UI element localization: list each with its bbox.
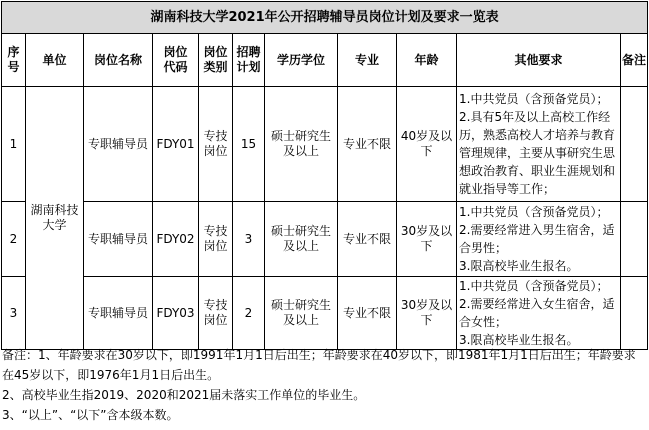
cell-degree: 硕士研究生 及以上 bbox=[265, 277, 338, 350]
cell-post-code: FDY03 bbox=[153, 277, 199, 350]
header-row bbox=[2, 34, 648, 87]
cell-post-code: FDY01 bbox=[153, 87, 199, 202]
table-row bbox=[2, 202, 648, 277]
header-post-type: 岗位 类别 bbox=[199, 34, 233, 87]
header-unit: 单位 bbox=[26, 34, 84, 87]
cell-other: 1.中共党员（含预备党员）； 2.具有5年及以上高校工作经 历，熟悉高校人才培养与教育 管理规律，主要从事研究生思 想政治教育、职业生涯规划和 就业指导等工作； bbox=[457, 87, 621, 202]
cell-remark bbox=[621, 87, 648, 202]
cell-post-type: 专技 岗位 bbox=[199, 87, 233, 202]
cell-seq: 1 bbox=[2, 87, 26, 202]
footnote-2: 2、高校毕业生指2019、2020和2021届未落实工作单位的毕业生。 bbox=[2, 388, 366, 402]
cell-age: 30岁及以下 bbox=[397, 277, 457, 350]
cell-seq: 3 bbox=[2, 277, 26, 350]
cell-plan: 3 bbox=[233, 202, 265, 277]
footnotes bbox=[0, 345, 647, 425]
cell-major: 专业不限 bbox=[338, 87, 397, 202]
cell-other: 1.中共党员（含预备党员）； 2.需要经常进入男生宿舍，适 合男性； 3.限高校毕业生报名。 bbox=[457, 202, 621, 277]
cell-post-name: 专职辅导员 bbox=[84, 277, 153, 350]
header-post-code: 岗位 代码 bbox=[153, 34, 199, 87]
cell-age: 30岁及以下 bbox=[397, 202, 457, 277]
cell-age: 40岁及以下 bbox=[397, 87, 457, 202]
header-plan: 招聘 计划 bbox=[233, 34, 265, 87]
header-degree: 学历学位 bbox=[265, 34, 338, 87]
cell-post-name: 专职辅导员 bbox=[84, 87, 153, 202]
header-post-name: 岗位名称 bbox=[84, 34, 153, 87]
cell-unit: 湖南科技 大学 bbox=[26, 87, 84, 350]
header-major: 专业 bbox=[338, 34, 397, 87]
table-title: 湖南科技大学2021年公开招聘辅导员岗位计划及要求一览表 bbox=[2, 2, 648, 34]
recruitment-table bbox=[1, 1, 648, 350]
header-age: 年龄 bbox=[397, 34, 457, 87]
cell-major: 专业不限 bbox=[338, 202, 397, 277]
header-seq: 序 号 bbox=[2, 34, 26, 87]
cell-remark bbox=[621, 202, 648, 277]
header-other: 其他要求 bbox=[457, 34, 621, 87]
cell-post-code: FDY02 bbox=[153, 202, 199, 277]
cell-plan: 15 bbox=[233, 87, 265, 202]
cell-post-type: 专技 岗位 bbox=[199, 277, 233, 350]
table-row bbox=[2, 87, 648, 202]
footnote-1: 备注：1、年龄要求在30岁以下，即1991年1月1日后出生；年龄要求在40岁以下，即1981年1月1日后出生；年龄要求在45岁以下，即1976年1月1日后出生。 bbox=[2, 348, 636, 382]
cell-major: 专业不限 bbox=[338, 277, 397, 350]
cell-seq: 2 bbox=[2, 202, 26, 277]
cell-post-type: 专技 岗位 bbox=[199, 202, 233, 277]
cell-degree: 硕士研究生 及以上 bbox=[265, 87, 338, 202]
cell-remark bbox=[621, 277, 648, 350]
header-remark: 备注 bbox=[621, 34, 648, 87]
cell-post-name: 专职辅导员 bbox=[84, 202, 153, 277]
cell-degree: 硕士研究生 及以上 bbox=[265, 202, 338, 277]
table-row bbox=[2, 277, 648, 350]
footnote-3: 3、“以上”、“以下”含本级本数。 bbox=[2, 408, 179, 422]
cell-other: 1.中共党员（含预备党员）； 2.需要经常进入女生宿舍，适 合女性； 3.限高校毕业生报名。 bbox=[457, 277, 621, 350]
cell-plan: 2 bbox=[233, 277, 265, 350]
